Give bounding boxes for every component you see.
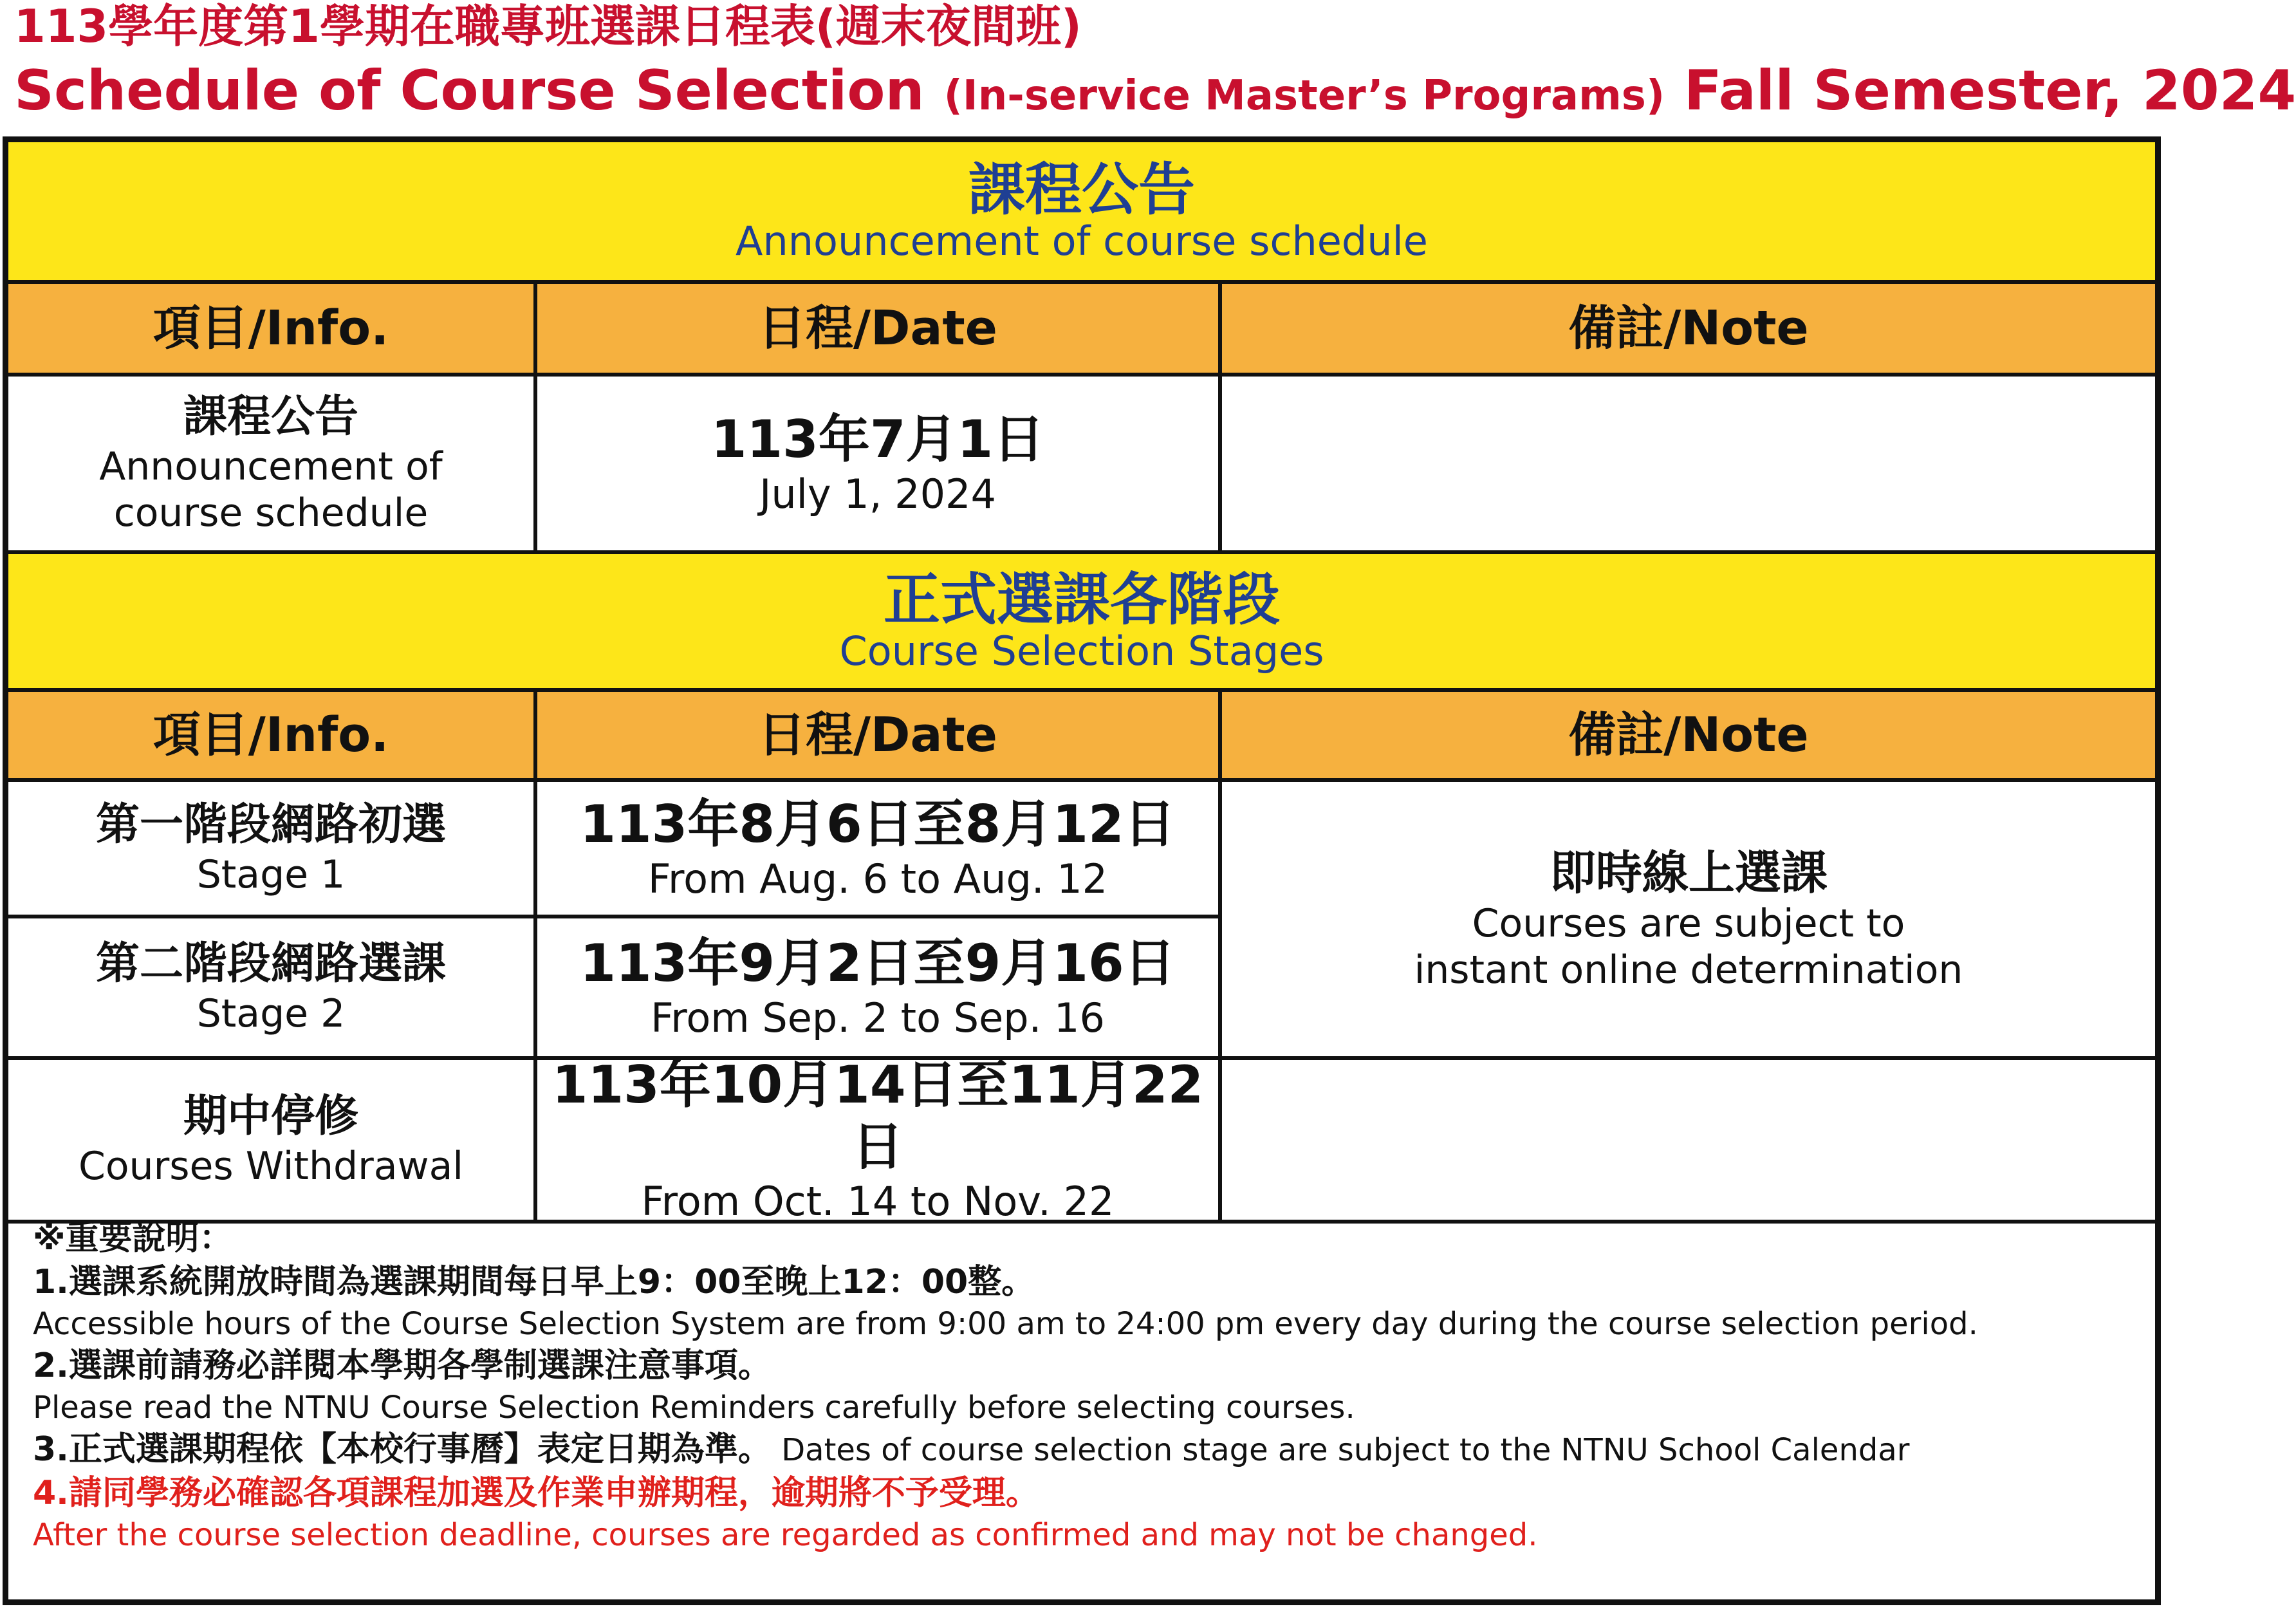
note-1-en: Accessible hours of the Course Selection System are from 9:00 am to 24:00 pm every day during the course selection period. — [33, 1306, 1978, 1342]
stage2-date-zh: 113年9月2日至9月16日 — [580, 933, 1176, 993]
note-4-zh: 4.請同學務必確認各項課程加選及作業申辦期程，逾期將不予受理。 — [33, 1474, 1039, 1513]
note-3 — [33, 1429, 2150, 1473]
announcement-info-zh: 課程公告 — [183, 391, 358, 443]
section-stages-band — [8, 554, 2155, 692]
section-stages-title-en: Course Selection Stages — [839, 628, 1324, 675]
important-notes — [33, 1218, 2150, 1557]
withdrawal-date-en: From Oct. 14 to Nov. 22 — [641, 1177, 1115, 1225]
stage1-info-en: Stage 1 — [196, 852, 346, 897]
withdrawal-info-en: Courses Withdrawal — [78, 1143, 464, 1189]
header-info: 項目/Info. — [153, 707, 389, 763]
announcement-date-en: July 1, 2024 — [759, 470, 996, 517]
announcement-info-en-1: Announcement of — [99, 443, 443, 489]
page-title-en-main: Schedule of Course Selection — [14, 59, 944, 123]
stages-note-en-2: instant online determination — [1414, 947, 1963, 993]
stage1-info-zh: 第一階段網路初選 — [95, 799, 446, 851]
withdrawal-info-cell — [8, 1060, 533, 1220]
note-1-zh: 1.選課系統開放時間為選課期間每日早上9：00至晚上12：00整。 — [33, 1263, 1035, 1301]
stages-note-cell — [1222, 782, 2155, 1056]
note-3-zh: 3.正式選課期程依【本校行事曆】表定日期為準。 — [33, 1430, 772, 1469]
header-date: 日程/Date — [758, 300, 997, 356]
note-2-zh: 2.選課前請務必詳閱本學期各學制選課注意事項。 — [33, 1346, 772, 1385]
withdrawal-info-zh: 期中停修 — [183, 1091, 358, 1142]
header-note: 備註/Note — [1568, 707, 1809, 763]
withdrawal-date-cell — [537, 1054, 1218, 1225]
header-date: 日程/Date — [758, 707, 997, 763]
stage2-date-cell — [537, 918, 1218, 1056]
section-announcement-title-zh: 課程公告 — [968, 156, 1195, 223]
stages-note-zh: 即時線上選課 — [1549, 845, 1828, 900]
withdrawal-note-cell — [1222, 1060, 2155, 1220]
note-3-en: Dates of course selection stage are subject to the NTNU School Calendar — [771, 1432, 1910, 1468]
note-4-en: After the course selection deadline, courses are regarded as confirmed and may not be changed. — [33, 1517, 1538, 1553]
section-stages-title-zh: 正式選課各階段 — [883, 566, 1280, 633]
page-title-en-program: (In-service Master’s Programs) — [943, 72, 1665, 120]
page-title-zh: 113學年度第1學期在職專班選課日程表(週末夜間班) — [14, 0, 1082, 53]
stage2-info-zh: 第二階段網路選課 — [95, 938, 446, 990]
page-title-en-semester: Fall Semester, 2024 — [1665, 59, 2296, 123]
page-title-en — [14, 59, 2296, 123]
section-announcement-band — [8, 142, 2155, 284]
header-note: 備註/Note — [1568, 300, 1809, 356]
withdrawal-date-zh: 113年10月14日至11月22日 — [551, 1054, 1204, 1177]
announcement-date-cell — [537, 377, 1218, 550]
header-info: 項目/Info. — [153, 300, 389, 356]
withdrawal-row — [8, 1054, 2155, 1225]
announcement-info-cell — [8, 377, 533, 550]
stages-block — [8, 782, 2155, 1060]
section-announcement-header-row — [8, 284, 2155, 377]
announcement-note-cell — [1222, 377, 2155, 550]
stage1-info-cell — [8, 782, 533, 915]
announcement-row — [8, 377, 2155, 554]
section-stages-header-row — [8, 692, 2155, 782]
stage1-date-cell — [537, 782, 1218, 915]
stage1-date-en: From Aug. 6 to Aug. 12 — [647, 855, 1108, 902]
notes-heading: ※重要說明： — [33, 1219, 233, 1258]
note-2-en: Please read the NTNU Course Selection Reminders carefully before selecting courses. — [33, 1390, 1355, 1426]
section-announcement-title-en: Announcement of course schedule — [736, 218, 1428, 265]
stage1-date-zh: 113年8月6日至8月12日 — [580, 794, 1176, 854]
stage2-info-en: Stage 2 — [196, 991, 346, 1036]
schedule-table — [3, 136, 2161, 1605]
stage2-date-en: From Sep. 2 to Sep. 16 — [651, 994, 1105, 1041]
announcement-date-zh: 113年7月1日 — [710, 409, 1045, 469]
stages-note-en-1: Courses are subject to — [1472, 901, 1905, 947]
stage2-info-cell — [8, 918, 533, 1056]
announcement-info-en-2: course schedule — [113, 490, 429, 535]
